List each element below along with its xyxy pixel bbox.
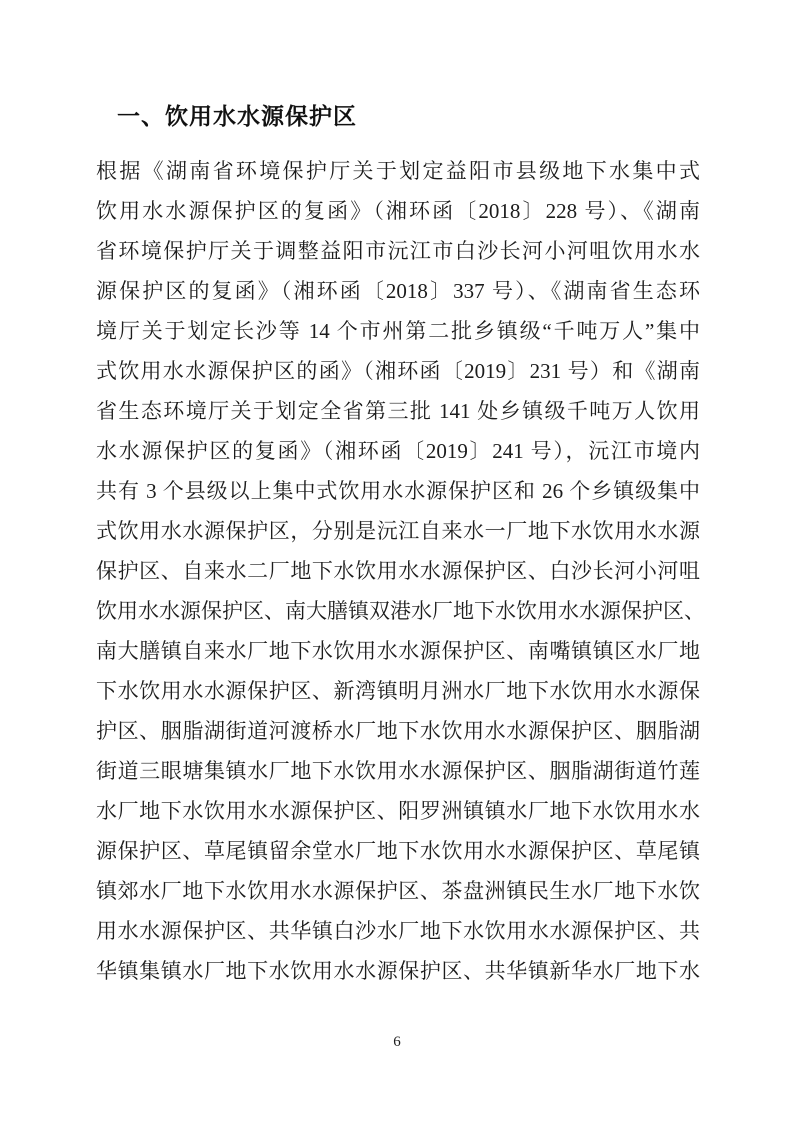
- paragraph-line: 水厂地下水饮用水水源保护区、阳罗洲镇镇水厂地下水饮用水水: [96, 799, 700, 823]
- paragraph-line: 省环境保护厅关于调整益阳市沅江市白沙长河小河咀饮用水水: [96, 239, 700, 263]
- paragraph-line: 式饮用水水源保护区的函》（湘环函〔2019〕231 号）和《湖南: [96, 359, 700, 383]
- paragraph-line: 共有 3 个县级以上集中式饮用水水源保护区和 26 个乡镇级集中: [96, 479, 700, 503]
- paragraph-line: 护区、胭脂湖街道河渡桥水厂地下水饮用水水源保护区、胭脂湖: [96, 719, 700, 743]
- paragraph-line: 镇郊水厂地下水饮用水水源保护区、茶盘洲镇民生水厂地下水饮: [96, 879, 700, 903]
- paragraph-line: 用水水源保护区、共华镇白沙水厂地下水饮用水水源保护区、共: [96, 919, 700, 943]
- paragraph-line: 街道三眼塘集镇水厂地下水饮用水水源保护区、胭脂湖街道竹莲: [96, 759, 700, 783]
- paragraph-line: 南大膳镇自来水厂地下水饮用水水源保护区、南嘴镇镇区水厂地: [96, 639, 700, 663]
- paragraph-line: 华镇集镇水厂地下水饮用水水源保护区、共华镇新华水厂地下水: [96, 959, 700, 983]
- paragraph-line: 源保护区的复函》（湘环函〔2018〕337 号）、《湖南省生态环: [96, 279, 700, 303]
- paragraph-line: 根据《湖南省环境保护厅关于划定益阳市县级地下水集中式: [96, 159, 700, 183]
- paragraph-line: 式饮用水水源保护区，分别是沅江自来水一厂地下水饮用水水源: [96, 519, 700, 543]
- section-heading: 一、饮用水水源保护区: [117, 103, 357, 129]
- paragraph-line: 保护区、自来水二厂地下水饮用水水源保护区、白沙长河小河咀: [96, 559, 700, 583]
- body-paragraph: [96, 151, 705, 991]
- paragraph-line: 饮用水水源保护区、南大膳镇双港水厂地下水饮用水水源保护区、: [96, 599, 705, 623]
- page-number: 6: [393, 1034, 401, 1050]
- paragraph-line: 水水源保护区的复函》（湘环函〔2019〕241 号），沅江市境内: [96, 439, 700, 463]
- paragraph-line: 境厅关于划定长沙等 14 个市州第二批乡镇级“千吨万人”集中: [96, 319, 700, 343]
- paragraph-line: 下水饮用水水源保护区、新湾镇明月洲水厂地下水饮用水水源保: [96, 679, 700, 703]
- paragraph-line: 饮用水水源保护区的复函》（湘环函〔2018〕228 号）、《湖南: [96, 199, 700, 223]
- paragraph-line: 源保护区、草尾镇留余堂水厂地下水饮用水水源保护区、草尾镇: [96, 839, 700, 863]
- paragraph-line: 省生态环境厅关于划定全省第三批 141 处乡镇级千吨万人饮用: [96, 399, 700, 423]
